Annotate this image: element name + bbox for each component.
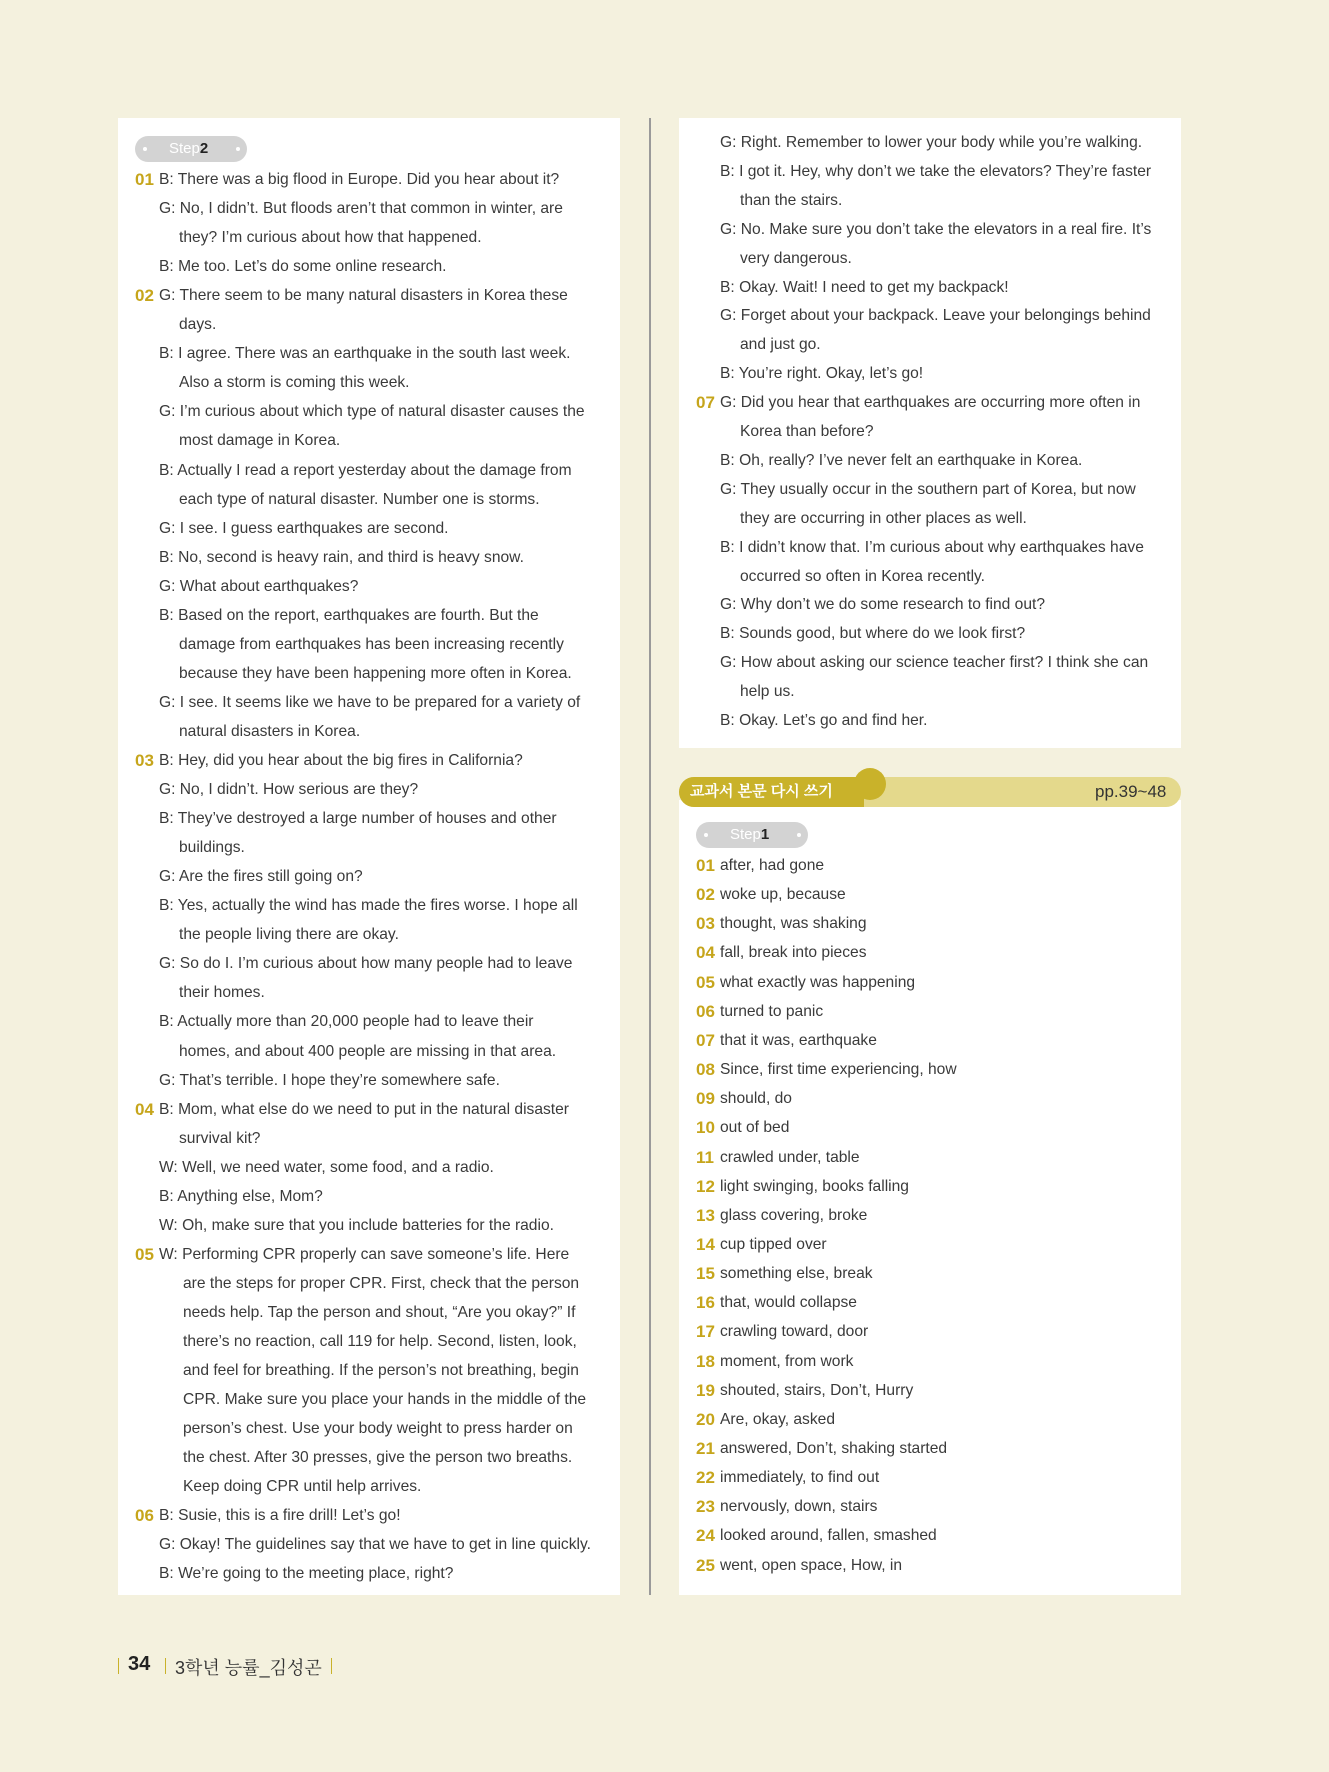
dialogue-line: Korea than before? xyxy=(740,423,874,440)
answer-line: out of bed xyxy=(720,1119,790,1137)
item-number: 20 xyxy=(696,1409,715,1429)
dialogue-line: B: Okay. Wait! I need to get my backpack! xyxy=(720,278,1009,296)
step-label: Step xyxy=(169,140,200,157)
dialogue-line: Also a storm is coming this week. xyxy=(179,374,410,392)
item-number: 09 xyxy=(696,1089,715,1109)
dialogue-line: B: Actually I read a report yesterday about the damage from xyxy=(159,461,572,479)
step-1-badge xyxy=(696,822,808,848)
dialogue-line: B: Okay. Let’s go and find her. xyxy=(720,712,928,729)
dialogue-line: G: I see. I guess earthquakes are second. xyxy=(159,519,449,537)
answer-line: that, would collapse xyxy=(720,1294,857,1312)
item-number: 03 xyxy=(696,914,715,934)
answer-line: looked around, fallen, smashed xyxy=(720,1527,937,1545)
answer-line: immediately, to find out xyxy=(720,1469,880,1487)
dialogue-line: G: So do I. I’m curious about how many people had to leave xyxy=(159,955,573,973)
dialogue-line: are the steps for proper CPR. First, check that the person xyxy=(183,1274,580,1292)
footer-bar xyxy=(118,1658,119,1674)
answer-line: glass covering, broke xyxy=(720,1206,868,1224)
dialogue-line: B: Mom, what else do we need to put in the natural disaster xyxy=(159,1100,569,1118)
item-number: 16 xyxy=(696,1293,715,1313)
answer-line: thought, was shaking xyxy=(720,915,867,933)
item-number: 17 xyxy=(696,1322,715,1342)
dialogue-line: G: No, I didn’t. But floods aren’t that common in winter, are xyxy=(159,200,563,218)
dialogue-line: B: There was a big flood in Europe. Did you hear about it? xyxy=(159,171,560,188)
dialogue-line: very dangerous. xyxy=(740,249,852,267)
answer-line: should, do xyxy=(720,1090,792,1108)
dialogue-line: damage from earthquakes has been increasing recently xyxy=(179,635,564,653)
answer-line: after, had gone xyxy=(720,857,825,874)
dialogue-line: G: What about earthquakes? xyxy=(159,577,359,595)
dialogue-line: their homes. xyxy=(179,984,265,1002)
dialogue-line: natural disasters in Korea. xyxy=(179,722,361,740)
item-number: 04 xyxy=(135,1099,154,1119)
dialogue-line: occurred so often in Korea recently. xyxy=(740,567,986,585)
dialogue-line: B: Me too. Let’s do some online research. xyxy=(159,258,447,276)
dialogue-line: and feel for breathing. If the person’s not breathing, begin xyxy=(183,1362,579,1380)
step-number: 1 xyxy=(760,826,770,843)
item-number: 25 xyxy=(696,1555,715,1575)
dialogue-line: G: No, I didn’t. How serious are they? xyxy=(159,781,419,799)
dialogue-line: than the stairs. xyxy=(740,191,843,209)
answer-line: nervously, down, stairs xyxy=(720,1498,878,1516)
dialogue-line: G: Forget about your backpack. Leave your belongings behind xyxy=(720,307,1151,325)
dialogue-line: buildings. xyxy=(179,839,245,857)
book-title: 3학년 능률_김성곤 xyxy=(175,1658,322,1678)
dialogue-line: Keep doing CPR until help arrives. xyxy=(183,1478,422,1496)
answer-line: what exactly was happening xyxy=(720,973,916,991)
dialogue-line: W: Oh, make sure that you include batteries for the radio. xyxy=(159,1216,554,1234)
item-number: 02 xyxy=(135,286,154,306)
dialogue-line: B: Susie, this is a fire drill! Let’s go! xyxy=(159,1507,401,1525)
dialogue-line: G: They usually occur in the southern part of Korea, but now xyxy=(720,480,1136,498)
dialogue-line: G: I see. It seems like we have to be prepared for a variety of xyxy=(159,693,581,711)
dialogue-line: and just go. xyxy=(740,336,821,354)
answer-line: crawled under, table xyxy=(720,1148,860,1166)
dialogue-line: most damage in Korea. xyxy=(179,432,341,450)
answer-line: crawling toward, door xyxy=(720,1323,869,1341)
item-number: 08 xyxy=(696,1060,715,1080)
answer-line: fall, break into pieces xyxy=(720,944,867,962)
dialogue-line: the chest. After 30 presses, give the person two breaths. xyxy=(183,1449,573,1467)
item-number: 24 xyxy=(696,1526,715,1546)
item-number: 22 xyxy=(696,1468,715,1488)
dialogue-line: days. xyxy=(179,316,217,334)
dialogue-line: W: Performing CPR properly can save someone’s life. Here xyxy=(159,1245,570,1263)
dialogue-line: each type of natural disaster. Number one is storms. xyxy=(179,490,540,508)
dialogue-line: homes, and about 400 people are missing in that area. xyxy=(179,1042,557,1060)
item-number: 07 xyxy=(696,393,715,413)
answer-line: that it was, earthquake xyxy=(720,1031,877,1049)
dialogue-line: G: How about asking our science teacher first? I think she can xyxy=(720,654,1149,672)
step-label: Step xyxy=(730,826,761,843)
dialogue-line: G: Are the fires still going on? xyxy=(159,868,363,886)
dialogue-line: needs help. Tap the person and shout, “Are you okay?” If xyxy=(183,1303,576,1321)
item-number: 05 xyxy=(135,1244,154,1264)
dialogue-line: they? I’m curious about how that happened. xyxy=(179,229,482,247)
item-number: 02 xyxy=(696,885,715,905)
answer-line: Since, first time experiencing, how xyxy=(720,1061,957,1079)
dialogue-line: B: Anything else, Mom? xyxy=(159,1187,323,1205)
dialogue-line: survival kit? xyxy=(179,1129,261,1147)
item-number: 01 xyxy=(135,170,154,189)
dialogue-line: B: Based on the report, earthquakes are fourth. But the xyxy=(159,606,539,624)
item-number: 19 xyxy=(696,1380,715,1400)
answer-line: went, open space, How, in xyxy=(720,1556,903,1574)
dialogue-line: G: No. Make sure you don’t take the elevators in a real fire. It’s xyxy=(720,220,1152,238)
dialogue-line: B: Sounds good, but where do we look first? xyxy=(720,625,1026,643)
dialogue-line: there’s no reaction, call 119 for help. Second, listen, look, xyxy=(183,1333,577,1350)
answer-line: cup tipped over xyxy=(720,1235,827,1253)
dialogue-line: B: They’ve destroyed a large number of houses and other xyxy=(159,810,557,828)
step-2-badge xyxy=(135,136,247,162)
dialogue-line: B: We’re going to the meeting place, right? xyxy=(159,1565,454,1583)
dialogue-line: G: That’s terrible. I hope they’re somewhere safe. xyxy=(159,1071,500,1089)
item-number: 13 xyxy=(696,1205,715,1225)
answer-line: shouted, stairs, Don’t, Hurry xyxy=(720,1381,914,1399)
dialogue-line: B: I agree. There was an earthquake in the south last week. xyxy=(159,345,571,363)
item-number: 15 xyxy=(696,1264,715,1284)
dialogue-line: G: There seem to be many natural disasters in Korea these xyxy=(159,287,568,305)
answer-line: light swinging, books falling xyxy=(720,1177,909,1195)
item-number: 03 xyxy=(135,751,154,770)
dialogue-line: B: You’re right. Okay, let’s go! xyxy=(720,365,924,383)
section-title: 교과서 본문 다시 쓰기 xyxy=(690,783,833,800)
dialogue-line: B: Actually more than 20,000 people had to leave their xyxy=(159,1013,534,1031)
item-number: 10 xyxy=(696,1118,715,1138)
answer-line: Are, okay, asked xyxy=(720,1410,835,1428)
item-number: 21 xyxy=(696,1439,715,1458)
item-number: 23 xyxy=(696,1497,715,1517)
item-number: 06 xyxy=(696,1001,715,1021)
dialogue-line: person’s chest. Use your body weight to press harder on xyxy=(183,1420,573,1438)
dialogue-line: B: I didn’t know that. I’m curious about why earthquakes have xyxy=(720,538,1144,556)
dialogue-line: B: Hey, did you hear about the big fires in California? xyxy=(159,752,523,769)
column-divider xyxy=(649,118,651,1595)
dialogue-line: they are occurring in other places as well. xyxy=(740,509,1027,527)
item-number: 01 xyxy=(696,856,715,875)
dialogue-line: the people living there are okay. xyxy=(179,926,399,944)
answer-line: woke up, because xyxy=(720,886,846,904)
answer-line: something else, break xyxy=(720,1265,873,1283)
banner-circle-decoration xyxy=(854,768,886,800)
dialogue-line: G: Why don’t we do some research to find out? xyxy=(720,596,1046,614)
dialogue-line: B: Yes, actually the wind has made the fires worse. I hope all xyxy=(159,897,578,915)
dialogue-line: G: I’m curious about which type of natural disaster causes the xyxy=(159,403,585,421)
dialogue-line: B: Oh, really? I’ve never felt an earthquake in Korea. xyxy=(720,451,1083,469)
step-number: 2 xyxy=(199,140,209,157)
item-number: 06 xyxy=(135,1506,154,1526)
dialogue-line: help us. xyxy=(740,683,795,701)
dialogue-line: G: Okay! The guidelines say that we have to get in line quickly. xyxy=(159,1536,591,1554)
answer-line: moment, from work xyxy=(720,1352,854,1370)
dialogue-line: G: Did you hear that earthquakes are occurring more often in xyxy=(720,394,1141,412)
item-number: 11 xyxy=(696,1147,714,1167)
dialogue-line: B: No, second is heavy rain, and third is heavy snow. xyxy=(159,548,524,566)
dialogue-line: B: I got it. Hey, why don’t we take the elevators? They’re faster xyxy=(720,162,1152,180)
footer-bar xyxy=(331,1658,332,1674)
footer-bar xyxy=(165,1658,166,1674)
item-number: 05 xyxy=(696,972,715,992)
page-number: 34 xyxy=(128,1653,151,1675)
dialogue-line: W: Well, we need water, some food, and a radio. xyxy=(159,1158,494,1176)
item-number: 07 xyxy=(696,1030,715,1050)
dialogue-line: G: Right. Remember to lower your body while you’re walking. xyxy=(720,134,1143,151)
dialogue-line: CPR. Make sure you place your hands in the middle of the xyxy=(183,1391,587,1409)
item-number: 18 xyxy=(696,1351,715,1371)
page-range: pp.39~48 xyxy=(1095,782,1167,801)
answer-line: answered, Don’t, shaking started xyxy=(720,1440,948,1457)
item-number: 04 xyxy=(696,943,715,963)
dialogue-line: because they have been happening more often in Korea. xyxy=(179,664,572,682)
item-number: 12 xyxy=(696,1176,715,1196)
answer-line: turned to panic xyxy=(720,1002,824,1020)
item-number: 14 xyxy=(696,1234,715,1254)
